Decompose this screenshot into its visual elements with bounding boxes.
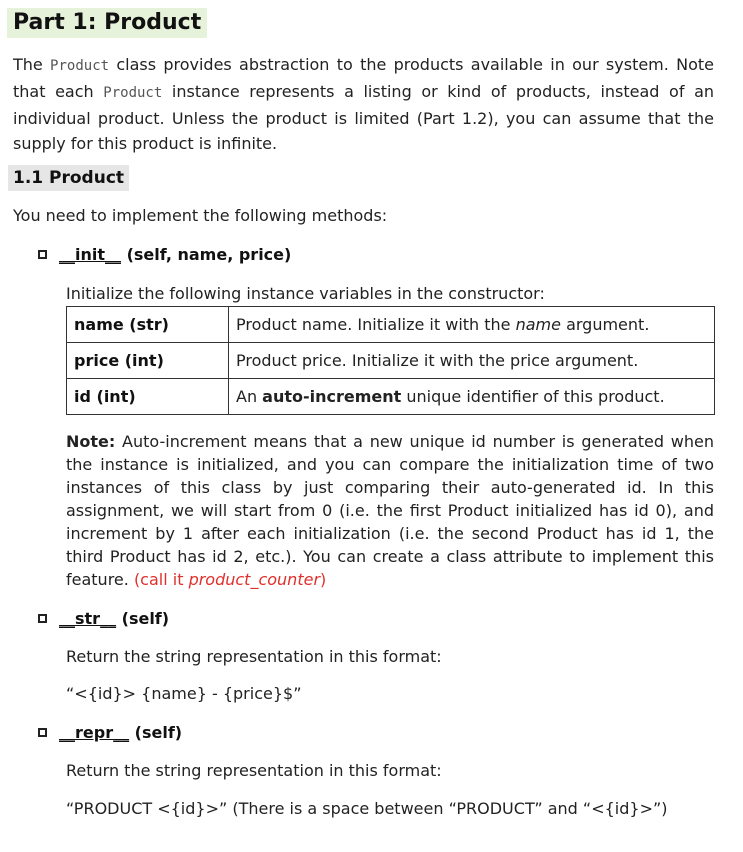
- methods-intro: You need to implement the following methods:: [13, 206, 388, 225]
- method-init-heading: __init__ (self, name, price): [38, 244, 291, 266]
- code-product: Product: [50, 58, 110, 74]
- checkbox-bullet-icon: [38, 250, 47, 259]
- var-desc: Product price. Initialize it with the price argument.: [229, 343, 715, 379]
- auto-increment-note: Note: Auto-increment means that a new unique id number is generated when the instance is initialized, and you can compare the initialization time of two instances of this class by just comparing their auto-generated id. In this assignment, we will start from 0 (i.e. the first Product initialized has id 0), and increment by 1 after each initialization (i.e. the second Product has id 1, the third Product has id 2, etc.). You can create a class attribute to implement this feature. (call it product_counter): [66, 432, 714, 589]
- repr-desc: Return the string representation in this format:: [66, 761, 442, 780]
- str-desc: Return the string representation in this format:: [66, 647, 442, 666]
- checkbox-bullet-icon: [38, 728, 47, 737]
- var-name: id (int): [67, 379, 229, 415]
- page-title: Part 1: Product: [7, 8, 207, 38]
- checkbox-bullet-icon: [38, 614, 47, 623]
- str-format: “<{id}> {name} - {price}$”: [66, 684, 302, 703]
- table-row: [67, 307, 715, 343]
- var-desc: Product name. Initialize it with the name argument.: [229, 307, 715, 343]
- var-name: price (int): [67, 343, 229, 379]
- repr-format: “PRODUCT <{id}>” (There is a space between “PRODUCT” and “<{id}>”): [66, 799, 668, 818]
- table-row: [67, 343, 715, 379]
- method-repr-heading: __repr__ (self): [38, 722, 182, 744]
- method-str-heading: __str__ (self): [38, 608, 169, 630]
- init-lead: Initialize the following instance variables in the constructor:: [66, 284, 545, 303]
- instance-variables-table: [66, 306, 715, 415]
- intro-paragraph: The Product class provides abstraction to the products available in our system. Note that each Product instance represents a listing or kind of products, instead of an individual product. Unless the product is limited (Part 1.2), you can assume that the supply for this product is infinite.: [13, 55, 715, 153]
- section-heading: 1.1 Product: [8, 165, 129, 191]
- var-desc: An auto-increment unique identifier of this product.: [229, 379, 715, 415]
- table-row: [67, 379, 715, 415]
- var-name: name (str): [67, 307, 229, 343]
- code-product: Product: [103, 85, 163, 101]
